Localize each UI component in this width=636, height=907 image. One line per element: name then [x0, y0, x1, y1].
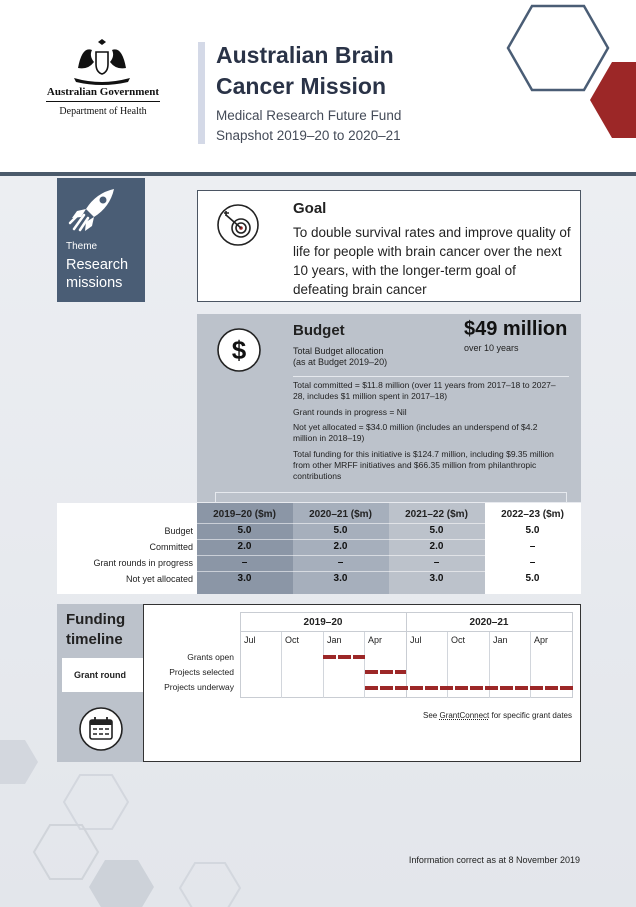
header-hexagon-decoration — [500, 0, 636, 140]
footer-note: Information correct as at 8 November 2019 — [408, 855, 580, 865]
budget-allocation-label — [293, 346, 463, 368]
funding-timeline-title-line-2: timeline — [66, 631, 123, 648]
logo-divider — [46, 101, 160, 102]
title-accent-bar — [198, 42, 205, 144]
row-label: Budget — [164, 526, 193, 536]
timeline-phase-label: Grants open — [187, 652, 234, 662]
table-cell: 2.0 — [333, 541, 348, 552]
table-cell: 5.0 — [525, 573, 540, 584]
timeline-quarter: Jan — [493, 635, 508, 645]
table-row-divider — [197, 539, 581, 540]
column-header: 2020–21 ($m) — [309, 509, 372, 520]
funding-timeline-title — [66, 610, 142, 650]
timeline-quarter: Oct — [451, 635, 466, 645]
budget-note-grant-rounds: Grant rounds in progress = Nil — [293, 407, 407, 417]
column-header: 2021–22 ($m) — [405, 509, 468, 520]
theme-name-line-1: Research — [66, 257, 129, 273]
title-line-2: Cancer Mission — [216, 73, 386, 99]
row-label: Grant rounds in progress — [93, 558, 193, 568]
table-cell: 3.0 — [237, 573, 252, 584]
calendar-icon — [78, 706, 124, 752]
timeline-quarter: Jul — [244, 635, 256, 645]
timeline-gridline — [281, 632, 282, 698]
phase-bar-projects-selected — [365, 670, 407, 674]
timeline-year: 2020–21 — [469, 617, 509, 628]
funding-timeline-title-line-1: Funding — [66, 611, 126, 628]
grantconnect-link[interactable]: GrantConnect — [439, 711, 490, 720]
column-header: 2022–23 ($m) — [501, 509, 564, 520]
theme-name-line-2: missions — [66, 275, 123, 291]
budget-amount: $49 million — [464, 318, 568, 340]
theme-name — [66, 256, 144, 292]
column-header: 2019–20 ($m) — [213, 509, 276, 520]
title-line-1: Australian Brain — [216, 42, 394, 68]
table-cell: 5.0 — [525, 525, 540, 536]
budget-allocation-line-2: (as at Budget 2019–20) — [293, 357, 388, 367]
table-cell: – — [433, 557, 440, 568]
table-cell: – — [529, 557, 536, 568]
timeline-quarter: Oct — [285, 635, 300, 645]
government-name: Australian Government — [46, 86, 160, 98]
subtitle-snapshot: Snapshot 2019–20 to 2020–21 — [216, 128, 401, 143]
timeline-phase-label: Projects selected — [169, 667, 234, 677]
goal-text: To double survival rates and improve quality of life for people with brain cancer over the next 10 years, with the longer-term goal of defeating brain cancer — [293, 225, 571, 297]
grantconnect-note-suffix: for specific grant dates — [489, 711, 572, 720]
budget-note-committed: Total committed = $11.8 million (over 11 years from 2017–18 to 2027–28, includes $1 million spent in 2017–18) — [293, 380, 556, 401]
svg-text:$: $ — [231, 335, 247, 365]
grant-round-label: Grant round — [74, 670, 126, 680]
table-cell: 5.0 — [237, 525, 252, 536]
table-cell: – — [337, 557, 344, 568]
table-cell: 3.0 — [429, 573, 444, 584]
subtitle-fund: Medical Research Future Fund — [216, 108, 402, 123]
budget-amount-note: over 10 years — [464, 343, 519, 353]
target-icon — [216, 203, 260, 247]
dollar-icon — [216, 327, 262, 373]
timeline-quarter: Jul — [410, 635, 422, 645]
row-label: Committed — [149, 542, 193, 552]
table-cell: 2.0 — [429, 541, 444, 552]
table-row-divider — [197, 555, 581, 556]
timeline-gridline — [323, 632, 324, 698]
theme-label: Theme — [66, 241, 98, 252]
table-row-divider — [197, 523, 581, 524]
grantconnect-note — [300, 711, 572, 720]
grantconnect-note-prefix: See — [423, 711, 440, 720]
timeline-quarter: Jan — [327, 635, 342, 645]
budget-note-total-funding: Total funding for this initiative is $124.7 million, including $9.35 million from other MRFF initiatives and $66.35 million from philanthropic contributions — [293, 449, 554, 481]
budget-note-not-allocated: Not yet allocated = $34.0 million (includes an underspend of $4.2 million in 2018–19) — [293, 422, 538, 443]
page-title — [216, 40, 516, 102]
budget-title: Budget — [293, 322, 345, 339]
goal-title: Goal — [293, 200, 327, 217]
table-cell: 5.0 — [429, 525, 444, 536]
table-cell: – — [241, 557, 248, 568]
budget-divider — [293, 376, 569, 377]
table-cell: 3.0 — [333, 573, 348, 584]
coat-of-arms-icon — [70, 38, 134, 86]
phase-bar-projects-underway — [365, 686, 573, 690]
timeline-year: 2019–20 — [303, 617, 343, 628]
phase-bar-grants-open — [323, 655, 365, 659]
header-divider — [0, 172, 636, 176]
table-cell: 2.0 — [237, 541, 252, 552]
department-name: Department of Health — [59, 106, 147, 117]
rocket-icon — [66, 185, 124, 237]
table-row-divider — [197, 571, 581, 572]
timeline-quarter: Apr — [368, 635, 383, 645]
table-cell: 5.0 — [333, 525, 348, 536]
budget-allocation-line-1: Total Budget allocation — [293, 346, 384, 356]
timeline-phase-label: Projects underway — [164, 682, 234, 692]
row-label: Not yet allocated — [125, 574, 193, 584]
table-cell: – — [529, 541, 536, 552]
timeline-quarter: Apr — [534, 635, 549, 645]
